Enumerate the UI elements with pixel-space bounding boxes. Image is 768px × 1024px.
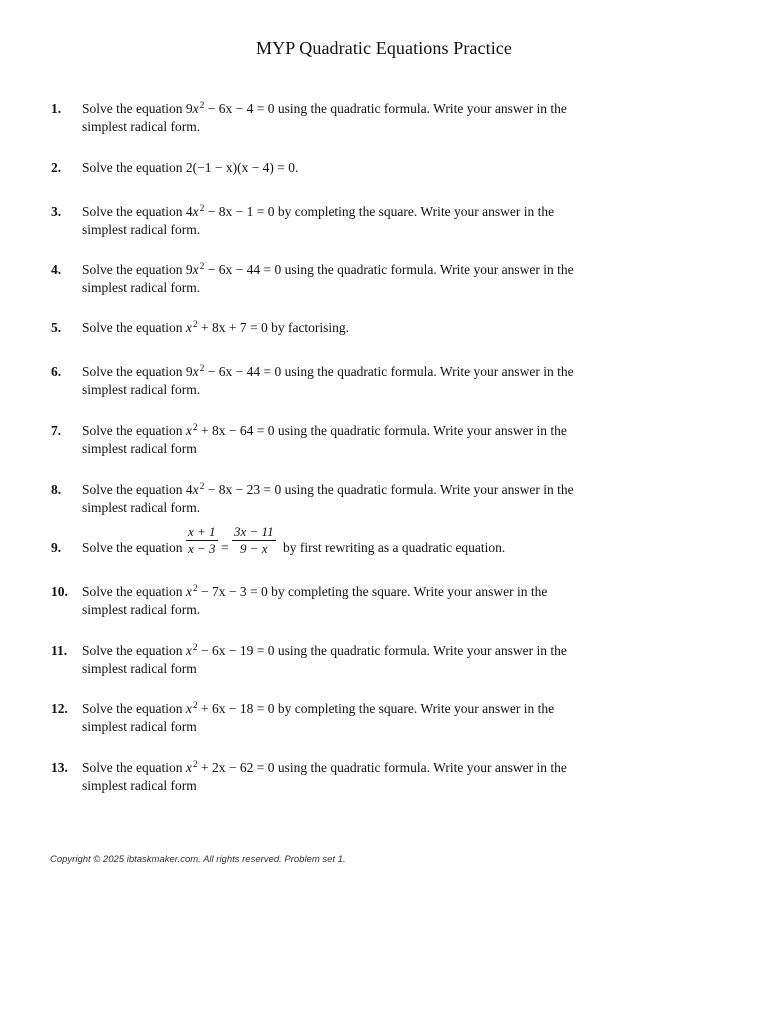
- equation-prefix: Solve the equation 4: [82, 204, 193, 219]
- problem-number: 4.: [51, 262, 62, 277]
- problem-text-line2: simplest radical form.: [82, 222, 201, 237]
- equals-sign: =: [221, 540, 229, 555]
- equation-prefix: Solve the equation: [82, 701, 186, 716]
- variable: x: [185, 760, 192, 775]
- exponent: 2: [199, 262, 205, 272]
- problem-number: 12.: [51, 701, 68, 716]
- problem-text: [82, 423, 602, 456]
- equation-prefix: Solve the equation 9: [82, 101, 193, 116]
- problem-text: [82, 524, 602, 561]
- problem-text-line2: simplest radical form: [82, 441, 197, 456]
- equation-prefix: Solve the equation 4: [82, 482, 193, 497]
- problem-number: 10.: [51, 584, 68, 599]
- exponent: 2: [192, 701, 198, 711]
- variable: x: [192, 482, 199, 497]
- problem-text: [82, 160, 602, 175]
- problem-text: [82, 701, 602, 734]
- problem-text: [82, 204, 602, 237]
- problem-number: 9.: [51, 540, 62, 555]
- variable: x: [192, 262, 199, 277]
- variable: x: [185, 643, 192, 658]
- problem-text: [82, 643, 602, 676]
- equation-suffix: + 2x − 62 = 0 using the quadratic formula. Write your answer in the: [197, 760, 567, 775]
- problem-number: 2.: [51, 160, 62, 175]
- equation-suffix: − 6x − 44 = 0 using the quadratic formula. Write your answer in the: [204, 262, 574, 277]
- copyright-footer: Copyright © 2025 ibtaskmaker.com. All rights reserved. Problem set 1.: [50, 854, 346, 865]
- equation-prefix: Solve the equation 9: [82, 262, 193, 277]
- fraction-numerator: x + 1: [188, 524, 216, 539]
- equation-prefix: Solve the equation 9: [82, 364, 193, 379]
- problem-text: [82, 482, 602, 515]
- problem-text-line2: simplest radical form: [82, 719, 197, 734]
- problem-text: [82, 262, 602, 295]
- exponent: 2: [199, 204, 205, 214]
- problem-text-line2: simplest radical form.: [82, 382, 201, 397]
- equation-suffix: + 8x − 64 = 0 using the quadratic formula. Write your answer in the: [197, 423, 567, 438]
- problem-text-line2: simplest radical form: [82, 778, 197, 793]
- variable: x: [192, 101, 199, 116]
- problem-number: 3.: [51, 204, 62, 219]
- equation-suffix: − 6x − 4 = 0 using the quadratic formula. Write your answer in the: [204, 101, 567, 116]
- variable: x: [185, 701, 192, 716]
- variable: x: [192, 364, 199, 379]
- problem-text: [82, 364, 602, 397]
- variable: x: [185, 423, 192, 438]
- problem-text: [82, 760, 602, 793]
- equation-suffix: + 6x − 18 = 0 by completing the square. Write your answer in the: [197, 701, 555, 716]
- fraction-left: [186, 525, 218, 556]
- problem-text-line2: simplest radical form.: [82, 602, 201, 617]
- fraction-right: [232, 525, 276, 556]
- equation-prefix: Solve the equation: [82, 643, 186, 658]
- problem-number: 8.: [51, 482, 62, 497]
- problem-number: 6.: [51, 364, 62, 379]
- equation-prefix: Solve the equation: [82, 584, 186, 599]
- variable: x: [185, 584, 192, 599]
- problem-number: 7.: [51, 423, 62, 438]
- problem-text: [82, 101, 602, 134]
- equation-prefix: Solve the equation: [82, 540, 183, 555]
- problem-number: 11.: [51, 643, 68, 658]
- equation-suffix: by first rewriting as a quadratic equation.: [283, 540, 506, 555]
- variable: x: [192, 204, 199, 219]
- problem-text: [82, 320, 602, 338]
- problem-text-line1: Solve the equation 2(−1 − x)(x − 4) = 0.: [82, 160, 299, 175]
- equation-suffix: − 8x − 23 = 0 using the quadratic formula. Write your answer in the: [204, 482, 574, 497]
- exponent: 2: [192, 320, 198, 330]
- equation-suffix: + 8x + 7 = 0 by factorising.: [197, 320, 350, 335]
- exponent: 2: [192, 760, 198, 770]
- problem-text: [82, 584, 602, 617]
- problem-number: 5.: [51, 320, 62, 335]
- equation-suffix: − 8x − 1 = 0 by completing the square. Write your answer in the: [204, 204, 555, 219]
- exponent: 2: [192, 423, 198, 433]
- problem-text-line2: simplest radical form.: [82, 119, 201, 134]
- problem-text-line2: simplest radical form: [82, 661, 197, 676]
- equation-prefix: Solve the equation: [82, 423, 186, 438]
- exponent: 2: [192, 584, 198, 594]
- variable: x: [185, 320, 192, 335]
- equation-suffix: − 6x − 19 = 0 using the quadratic formula. Write your answer in the: [197, 643, 567, 658]
- equation-suffix: − 6x − 44 = 0 using the quadratic formula. Write your answer in the: [204, 364, 574, 379]
- equation-prefix: Solve the equation: [82, 320, 186, 335]
- fraction-denominator: 9 − x: [240, 541, 268, 556]
- exponent: 2: [199, 101, 205, 111]
- exponent: 2: [199, 482, 205, 492]
- fraction-numerator: 3x − 11: [234, 524, 274, 539]
- exponent: 2: [199, 364, 205, 374]
- fraction-denominator: x − 3: [188, 541, 216, 556]
- page-title: MYP Quadratic Equations Practice: [256, 38, 512, 58]
- exponent: 2: [192, 643, 198, 653]
- problem-number: 13.: [51, 760, 68, 775]
- equation-suffix: − 7x − 3 = 0 by completing the square. Write your answer in the: [197, 584, 548, 599]
- equation-prefix: Solve the equation: [82, 760, 186, 775]
- problem-number: 1.: [51, 101, 62, 116]
- problem-text-line2: simplest radical form.: [82, 280, 201, 295]
- problem-text-line2: simplest radical form.: [82, 500, 201, 515]
